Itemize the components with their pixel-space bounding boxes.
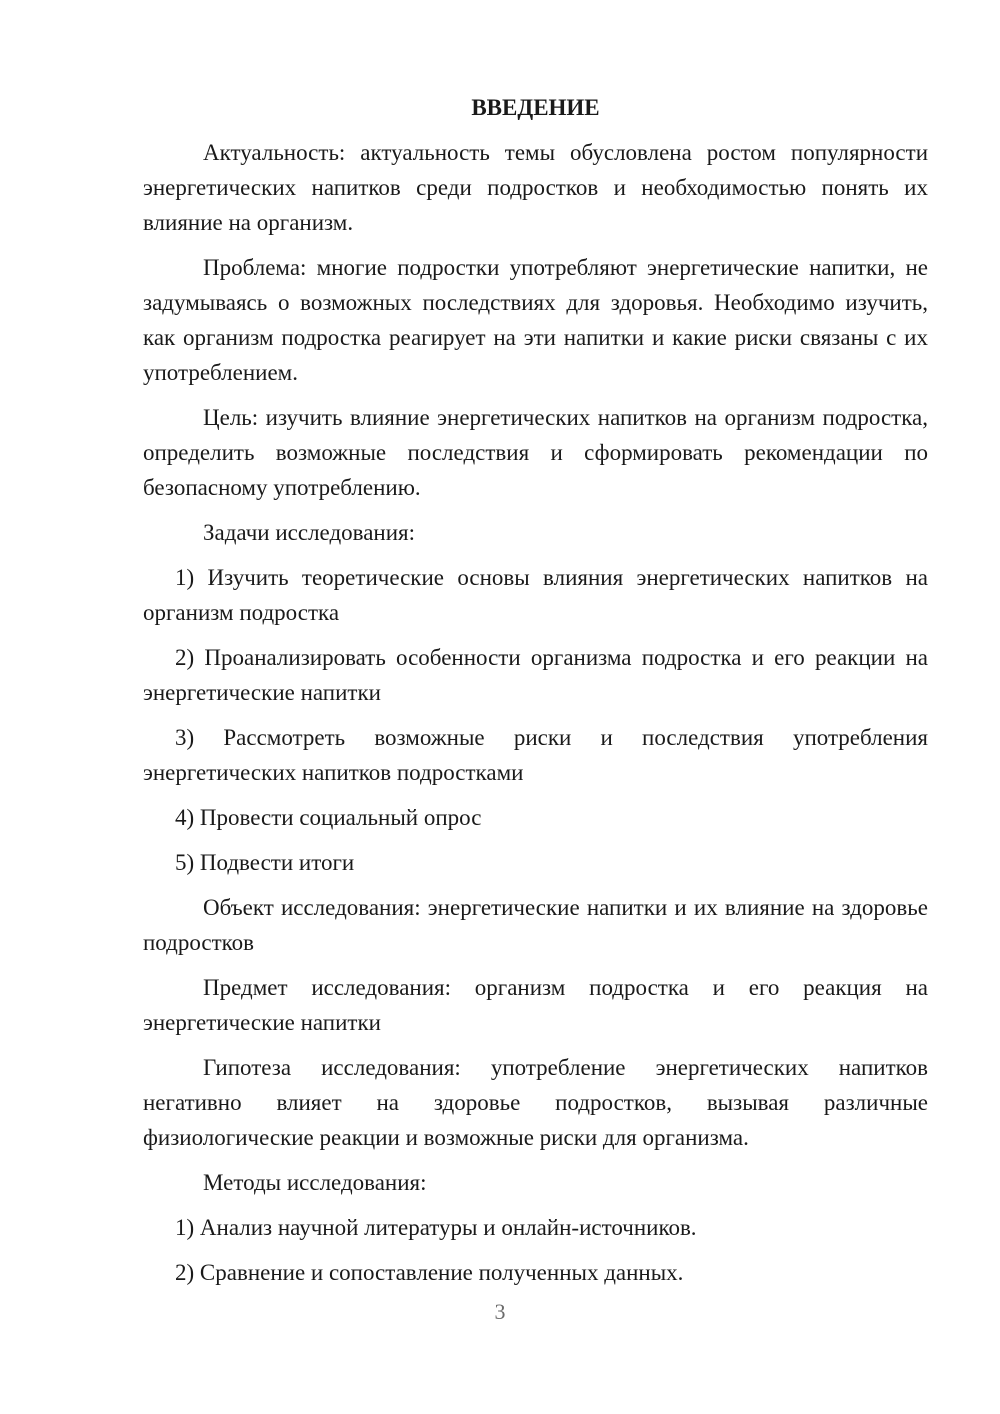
method-item-2: 2) Сравнение и сопоставление полученных данных. [175,1260,684,1285]
problem-paragraph: Проблема: многие подростки употребляют энергетические напитки, не задумываясь о возможных последствиях для здоровья. Необходимо изучить, как организм подростка реагирует на эти напитки и какие риски связаны с их употреблением. [143,255,928,385]
page-number: 3 [494,1299,506,1324]
task-item-1: 1) Изучить теоретические основы влияния энергетических напитков на организм подростка [143,565,928,625]
section-title: ВВЕДЕНИЕ [471,95,600,120]
hypothesis-paragraph: Гипотеза исследования: употребление энергетических напитков негативно влияет на здоровье подростков, вызывая различные физиологические реакции и возможные риски для организма. [143,1055,928,1150]
goal-paragraph: Цель: изучить влияние энергетических напитков на организм подростка, определить возможные последствия и сформировать рекомендации по безопасному употреблению. [143,405,928,500]
page-content [143,90,928,1300]
subject-paragraph: Предмет исследования: организм подростка и его реакция на энергетические напитки [143,975,928,1035]
task-item-5: 5) Подвести итоги [175,850,355,875]
tasks-heading: Задачи исследования: [203,520,416,545]
task-item-2: 2) Проанализировать особенности организма подростка и его реакции на энергетические напитки [143,645,928,705]
methods-heading: Методы исследования: [203,1170,427,1195]
task-item-4: 4) Провести социальный опрос [175,805,482,830]
method-item-1: 1) Анализ научной литературы и онлайн-источников. [175,1215,697,1240]
relevance-paragraph: Актуальность: актуальность темы обусловлена ростом популярности энергетических напитков среди подростков и необходимостью понять их влияние на организм. [143,140,928,235]
object-paragraph: Объект исследования: энергетические напитки и их влияние на здоровье подростков [143,895,928,955]
task-item-3: 3) Рассмотреть возможные риски и последствия употребления энергетических напитков подростками [143,725,928,785]
